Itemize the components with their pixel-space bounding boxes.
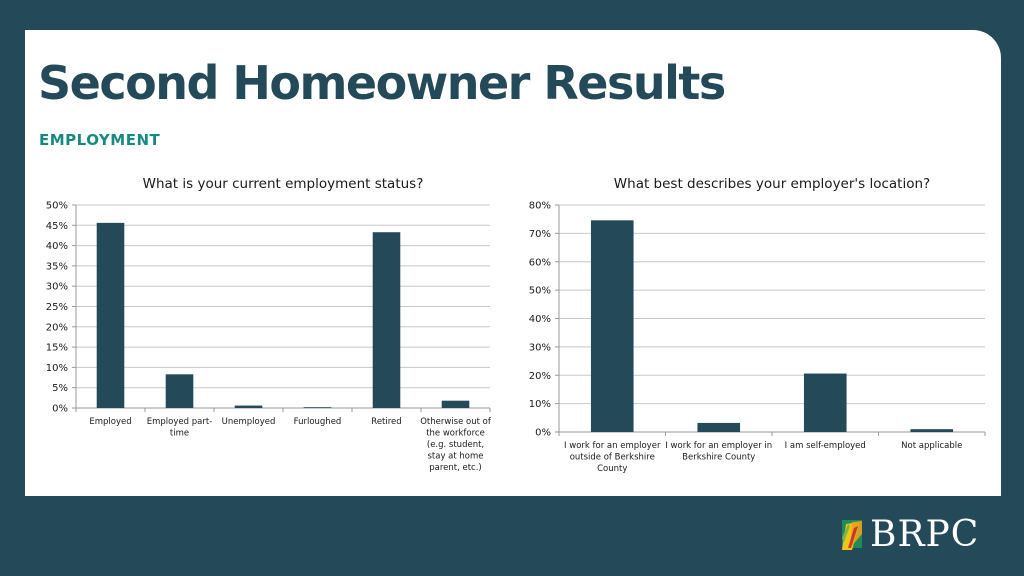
brpc-leaf-logo-icon: [838, 518, 866, 552]
employer-location-chart: [515, 170, 995, 490]
chart2-category-label: Not applicable: [901, 441, 963, 451]
chart1-ytick-label: 0%: [52, 403, 68, 415]
chart2-ytick-label: 0%: [535, 427, 551, 439]
chart1-bar: [442, 401, 470, 408]
chart2-category-label: County: [597, 464, 628, 474]
chart1-bar: [304, 407, 332, 408]
chart1-bar: [97, 223, 125, 408]
chart1-category-label: the workforce: [426, 428, 485, 439]
chart2-ytick-label: 50%: [528, 285, 551, 297]
chart1-ytick-label: 45%: [45, 220, 68, 232]
slide-title: Second Homeowner Results: [38, 56, 725, 110]
chart2-category-label: Berkshire County: [682, 452, 756, 463]
chart1-bar: [166, 374, 194, 408]
chart1-category-label: Employed part-: [146, 417, 213, 427]
chart1-category-label: Retired: [371, 417, 402, 427]
chart1-bar: [373, 232, 401, 408]
chart1-ytick-label: 30%: [45, 281, 68, 293]
brpc-logo: [838, 515, 979, 555]
chart2-bar: [804, 374, 847, 432]
chart1-ytick-label: 15%: [45, 342, 68, 354]
chart1-category-label: Otherwise out of: [420, 417, 491, 427]
chart1-title: What is your current employment status?: [142, 176, 424, 192]
chart2-category-label: I work for an employer: [564, 441, 661, 451]
chart2-ytick-label: 20%: [528, 370, 551, 382]
chart2-bar: [910, 429, 953, 432]
chart2-bar: [591, 220, 634, 432]
chart1-ytick-label: 10%: [45, 362, 68, 374]
chart1-category-label: Furloughed: [293, 417, 342, 427]
chart1-category-label: Employed: [89, 417, 132, 427]
chart1-category-label: parent, etc.): [429, 463, 482, 473]
chart2-category-label: I work for an employer in: [665, 441, 773, 451]
chart2-ytick-label: 70%: [528, 228, 551, 240]
chart1-ytick-label: 50%: [45, 200, 68, 212]
chart2-category-label: I am self-employed: [784, 441, 866, 451]
chart2-bar: [697, 423, 740, 432]
chart1-ytick-label: 5%: [52, 383, 68, 395]
chart1-category-label: Unemployed: [221, 417, 276, 427]
chart2-ytick-label: 40%: [528, 314, 551, 325]
chart1-category-label: stay at home: [427, 451, 484, 462]
employment-status-chart: [30, 170, 500, 490]
chart2-ytick-label: 10%: [528, 399, 551, 411]
chart1-ytick-label: 20%: [45, 322, 68, 334]
chart1-ytick-label: 40%: [45, 241, 68, 253]
logo-text: BRPC: [870, 514, 980, 555]
slide-subtitle: EMPLOYMENT: [39, 131, 161, 149]
chart2-ytick-label: 30%: [528, 342, 551, 354]
chart1-category-label: (e.g. student,: [426, 440, 485, 450]
chart2-ytick-label: 80%: [528, 200, 551, 212]
chart2-category-label: outside of Berkshire: [569, 452, 655, 463]
chart1-ytick-label: 35%: [45, 261, 68, 273]
chart1-ytick-label: 25%: [45, 302, 68, 313]
chart1-bar: [235, 406, 263, 408]
chart2-title: What best describes your employer's location?: [613, 176, 931, 192]
chart2-ytick-label: 60%: [528, 257, 551, 269]
chart1-category-label: time: [169, 428, 190, 439]
